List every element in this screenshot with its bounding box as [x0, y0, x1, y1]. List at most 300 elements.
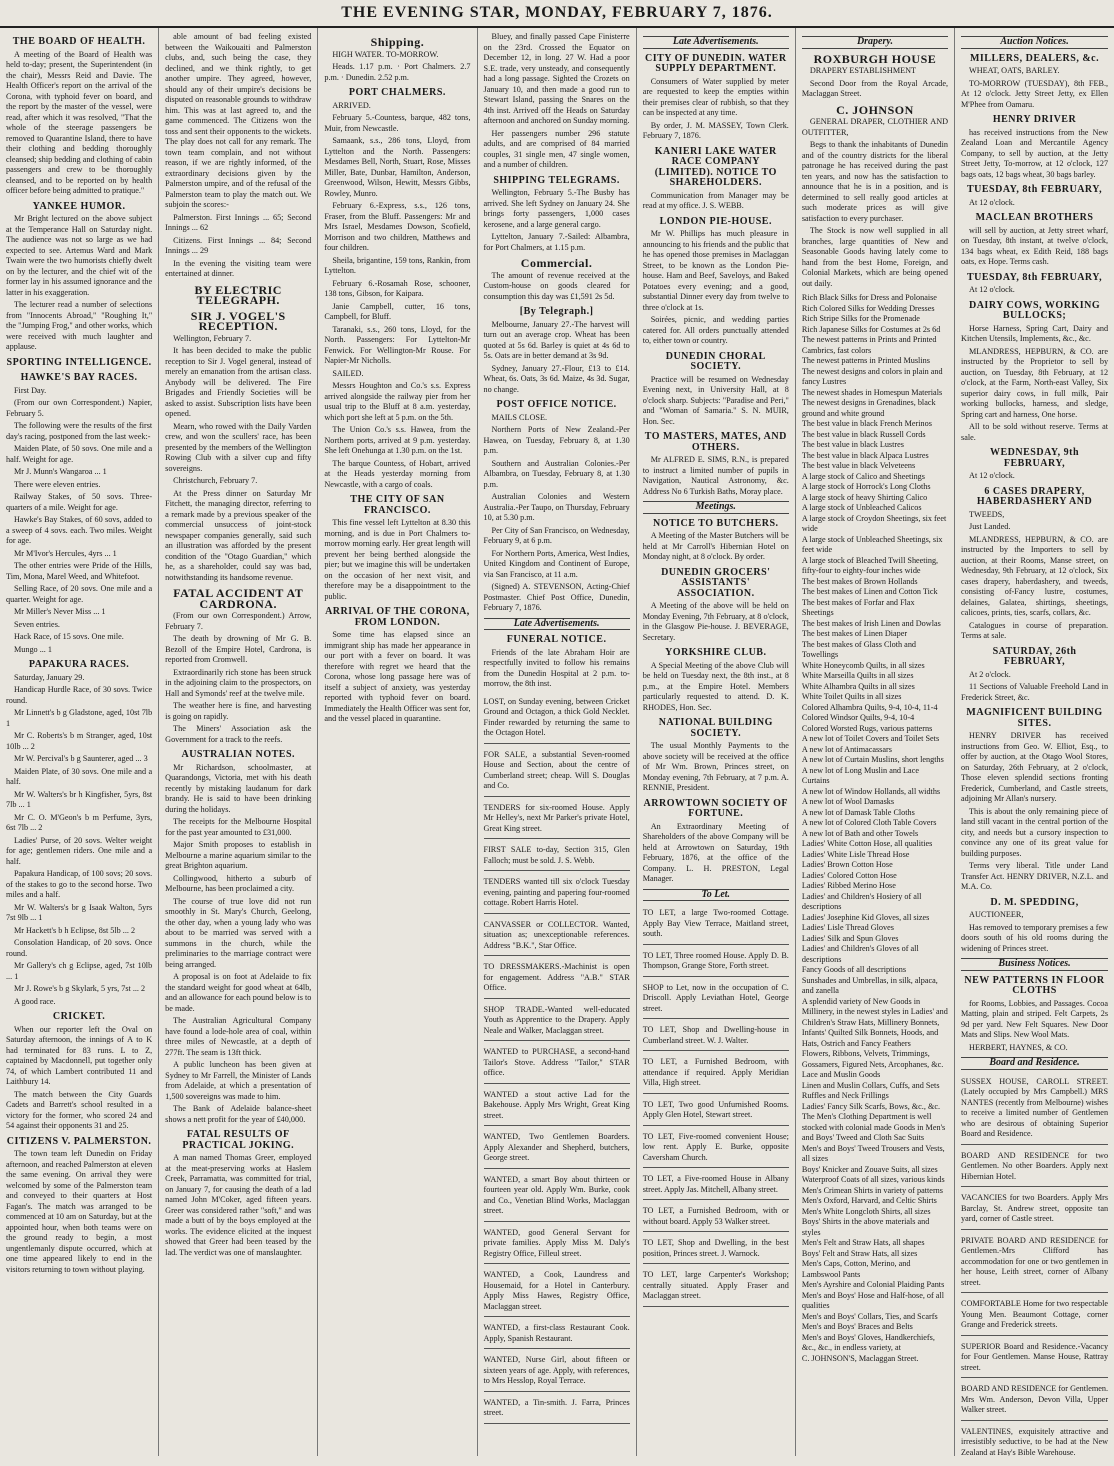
article-paragraph: Her passengers number 296 statute adults, and are comprised of 84 married couples, 31 single men, 47 single women, and a number of children.: [483, 128, 630, 169]
article-heading: [By Telegraph.]: [519, 306, 594, 317]
article-heading: PAPAKURA RACES.: [28, 659, 130, 670]
article-paragraph: Lyttelton, January 7.-Sailed: Albambra, for Port Chalmers, at 1.15 p.m.: [483, 232, 630, 252]
article-heading: TUESDAY, 8th FEBRUARY,: [966, 271, 1103, 283]
list-item: The newest patterns in Prints and Printed Cambrics, fast colors: [801, 335, 937, 355]
article: [6, 660, 152, 1007]
article-paragraph: Mr W. Walters's br g Isaak Walton, 5yrs 7st 9lb ... 1: [6, 902, 153, 922]
list-item: Men's and Boys' Tweed Trousers and Vests, all sizes: [801, 1143, 945, 1163]
article: [484, 618, 630, 631]
section-heading: Drapery.: [802, 36, 948, 49]
article-paragraph: All to be sold without reserve. Terms at sale.: [961, 422, 1109, 442]
article-paragraph: By order, J. M. MASSEY, Town Clerk. February 7, 1876.: [642, 120, 789, 140]
classified-ad-text: FOR SALE, a substantial Seven-roomed House and Section, about the centre of Cumberland street; cheap. Will S. Douglas and Co.: [483, 749, 630, 790]
article-paragraph: This is about the only remaining piece of land still vacant in the central portion of the city, and needs but a cursory inspection to convince any one of its great value for building purposes.: [961, 806, 1109, 858]
columns: [0, 28, 1114, 1456]
article-paragraph: Catalogues in course of preparation. Terms at sale.: [961, 620, 1109, 640]
article-paragraph: The Bank of Adelaide balance-sheet shows a nett profit for the year of £40,000.: [165, 1104, 312, 1124]
article-paragraph: At 12 o'clock.: [969, 471, 1015, 480]
classified-ad-text: CANVASSER or COLLECTOR. Wanted, situation as; unexceptionable references. Address "B.K.", Star Office.: [483, 919, 630, 950]
list-item: A large stock of Horrock's Long Cloths: [801, 482, 931, 491]
list-item: Ladies' White Lisle Thread Hose: [801, 849, 910, 859]
list-item: Fancy Goods of all descriptions: [801, 965, 907, 974]
classified-ad: [643, 1267, 789, 1307]
article: [643, 568, 789, 644]
article-heading: MAGNIFICENT BUILDING SITES.: [966, 707, 1103, 729]
classified-ad-text: TO LET, Shop and Dwelling, in the best position, Princes street. J. Warnock.: [642, 1238, 789, 1258]
article-heading: THE BOARD OF HEALTH.: [12, 36, 146, 47]
article: [484, 635, 630, 690]
article-paragraph: Mr Hackett's b h Eclipse, 8st 5lb ... 2: [14, 925, 136, 935]
list-item: A large stock of Croydon Sheetings, six feet wide: [801, 513, 947, 533]
article-paragraph: MLANDRESS, HEPBURN, & CO. are instructed by the Importers to sell by auction, at their Rooms, Manse street, on Wednesday, 9th February, at 12 o'clock, Six cases drapery, haberdashery, and tweeds, consisting of-Fancy lustre, costumes, delaines, Galatea, shirtings, sheetings, calicoes, prints, ties, scarfs, collars, &c.: [961, 534, 1109, 617]
article-heading: CITIZENS V. PALMERSTON.: [6, 1135, 152, 1147]
article-paragraph: Mr Gallery's ch g Eclipse, aged, 7st 10lb ... 1: [6, 961, 153, 981]
list-item: The best makes of Linen Diaper: [801, 629, 908, 638]
article-paragraph: GENERAL DRAPER, CLOTHIER AND OUTFITTER,: [801, 117, 949, 137]
classified-ad: [643, 1097, 789, 1126]
classified-ad: [484, 1044, 630, 1084]
article-paragraph: Heads. 1.17 p.m. · Port Chalmers. 2.7 p.m. · Dunedin. 2.52 p.m.: [324, 62, 471, 82]
article: [6, 373, 152, 655]
classified-ad-text: WANTED to PURCHASE, a second-hand Tailor's Stove. Address "Tailor," STAR office.: [483, 1047, 630, 1077]
classified-ad-text: WANTED a stout active Lad for the Bakehouse. Apply Mrs Wright, Great King street.: [483, 1089, 630, 1120]
classified-ad: [484, 694, 630, 744]
list-item: A large stock of Unbleached Sheetings, six feet wide: [801, 534, 943, 554]
list-item: Men's and Boys' Hose and Half-hose, of all qualities: [801, 1290, 944, 1310]
article-paragraph: Second Door from the Royal Arcade, Maclaggan Street.: [801, 78, 949, 98]
classified-ad: [484, 1087, 630, 1127]
article-paragraph: Extraordinarily rich stone has been struck in the adjoining claim to the prospectors, on Hall and Symonds' reef at the twelve mile.: [165, 667, 312, 698]
article: [165, 588, 311, 745]
article-paragraph: The following were the results of the first day's racing, postponed from the last week:-: [6, 421, 153, 441]
article-paragraph: There were eleven entries.: [14, 479, 101, 489]
article-paragraph: The barque Countess, of Hobart, arrived at the Heads yesterday morning from Newcastle, with a cargo of coals.: [324, 458, 471, 489]
classified-ad-text: WANTED, Two Gentlemen Boarders. Apply Alexander and Shepherd, butchers, George street.: [483, 1132, 630, 1162]
list-item: Ladies' Silk and Spun Gloves: [801, 933, 899, 943]
article-paragraph: Papakura Handicap, of 100 sovs; 20 sovs. of the stakes to go to the second horse. Two miles and a half.: [6, 869, 153, 899]
classified-ad-text: WANTED, Nurse Girl, about fifteen or sixteen years of age. Apply, with references, to Mrs Hesslop, Royal Terrace.: [483, 1355, 630, 1385]
article: [643, 54, 789, 142]
classified-ad: [643, 1129, 789, 1169]
article-heading: NATIONAL BUILDING SOCIETY.: [658, 717, 773, 739]
article-paragraph: Maiden Plate, of 30 sovs. One mile and a half.: [6, 766, 153, 786]
list-item: Sunshades and Umbrellas, in silk, alpaca, and zanella: [801, 975, 938, 995]
article-paragraph: An Extraordinary Meeting of Shareholders of the above Company will be held at Arrowtown on Saturday, 19th February, 1876, at the office of the Company. L. H. PRESTON, Legal Manager.: [642, 821, 789, 883]
article-paragraph: The Stock is now well supplied in all branches, large quantities of New and Seasonable Goods having lately come to hand from the best Home, Foreign, and Colonial Markets, which are being opened out daily.: [801, 226, 949, 288]
article: [961, 115, 1108, 180]
classified-ad: [961, 1074, 1108, 1145]
article: [801, 102, 949, 290]
list-item: Men's White Longcloth Shirts, all sizes: [801, 1206, 931, 1216]
classified-ad: [643, 1171, 789, 1200]
article-paragraph: Mr Bright lectured on the above subject at the Temperance Hall on Saturday night. The audience was not so large as we had expected to see. Artemus Ward and Mark Twain were the two humorists chiefly dwelt on by the lecturer, and the chief wit of the former lay in his assumed ignorance and the latter in his exaggeration.: [6, 214, 153, 297]
column-6: [796, 28, 955, 1456]
article-paragraph: Wellington, February 7.: [173, 333, 252, 343]
article-paragraph: A Meeting of the Master Butchers will be held at Mr Carroll's Hibernian Hotel on Monday night, at 8 o'clock. By order.: [642, 531, 789, 561]
article-paragraph: Mungo ... 1: [14, 644, 52, 654]
article: [643, 718, 789, 794]
classified-ad-text: TO DRESSMAKERS.-Machinist is open for engagement. Address "A.B." STAR Office.: [483, 962, 630, 992]
article-paragraph: will sell by auction, at Jetty street wharf, on Tuesday, 8th instant, at twelve o'clock, 134 bags wheat, ex Edith Reid, 188 bags oats, ex Hope. Terms cash.: [961, 225, 1109, 266]
article-heading: POST OFFICE NOTICE.: [496, 399, 617, 410]
article-paragraph: Mr W. Phillips has much pleasure in announcing to his friends and the public that he has opened those premises in Maclaggan Street, to be known as the London Pie-house. Ham and Beef, Saveloys, and Baked Potatoes every evening; and a good, substantial Dinner every day from twelve to three o'clock at 1s.: [642, 229, 789, 312]
list-item: The best value in black French Merinos: [801, 419, 932, 428]
masthead: THE EVENING STAR, MONDAY, FEBRUARY 7, 1876.: [0, 0, 1114, 28]
article: [643, 36, 789, 49]
article-paragraph: At 2 o'clock.: [969, 669, 1011, 679]
list-item: Flowers, Ribbons, Velvets, Trimmings, Gossamers, Figured Nets, Arcophanes, &c.: [801, 1049, 944, 1069]
article-paragraph: A good race.: [14, 996, 56, 1006]
article-paragraph: Hack Race, of 15 sovs. One mile.: [14, 632, 124, 641]
article: [165, 750, 311, 1125]
classified-ad-text: WANTED, a first-class Restaurant Cook. Apply, Spanish Restaurant.: [483, 1323, 630, 1343]
column-2: [159, 28, 318, 1456]
article: [324, 607, 470, 725]
article-paragraph: February 6.-Rosamah Rose, schooner, 138 tons, Gibson, for Kaipara.: [324, 278, 471, 298]
article-heading: D. M. SPEDDING,: [990, 896, 1079, 908]
article-heading: PORT CHALMERS.: [348, 87, 446, 98]
list-item: A new lot of Wool Damasks: [801, 797, 895, 806]
article-paragraph: When our reporter left the Oval on Saturday afternoon, the innings of A to K had terminated for 83 runs. L to Z, captained by Macdonnell, put together only 74, of which Lambert contributed 11 and Laithbury 14.: [6, 1024, 153, 1086]
classified-ad: [961, 1190, 1108, 1230]
article-paragraph: Mr Richardson, schoolmaster, at Quarandongs, Victoria, met with his death recently by mistaking laudanum for dark brandy. He is said to have been drinking during the holidays.: [165, 762, 312, 814]
classified-ad-text: PRIVATE BOARD AND RESIDENCE for Gentlemen.-Mrs Clifford has accommodation for one or two gentlemen in her house, Leith street, corner of Albany street.: [961, 1235, 1109, 1287]
article: [802, 293, 948, 1364]
article-paragraph: Saturday, January 29.: [14, 672, 85, 682]
article: [643, 217, 789, 347]
article: [802, 36, 948, 49]
article: [484, 400, 630, 614]
article-paragraph: Mr Linnett's b g Gladstone, aged, 10st 7lb 1: [6, 708, 153, 728]
article: [961, 898, 1108, 955]
article-paragraph: MLANDRESS, HEPBURN, & CO. are instructed by the Proprietor to sell by auction, on Tuesday, 8th February, at 12 o'clock, at the Farm, North-east Valley, Six superior dairy cows, in full milk, Pair working bullocks, harness, and sledge, Spring cart and harness, One horse.: [961, 346, 1109, 419]
article-heading: DUNEDIN CHORAL SOCIETY.: [665, 350, 766, 372]
article-paragraph: Consumers of Water supplied by meter are requested to keep the empties within their premises clear of rubbish, so that they can be inspected at any time.: [642, 76, 789, 117]
section-heading: Auction Notices.: [961, 36, 1108, 49]
article-paragraph: HENRY DRIVER has received instructions from Geo. W. Elliot, Esq., to offer by auction, at the Otago Wool Stores, on Saturday, 26th February, at 2 o'clock, Those eleven splendid sections fronting Frederick, Cumberland, and Castle streets, adjoining Mr Allan's nursery.: [961, 731, 1109, 803]
article: [6, 1012, 152, 1132]
classified-ad: [961, 1233, 1108, 1294]
list-item: A new lot of Toilet Covers and Toilet Sets: [801, 734, 940, 743]
list-item: The best makes of Irish Linen and Dowlas: [801, 618, 941, 628]
classified-ad: [484, 959, 630, 999]
list-item: A large stock of heavy Shirting Calico: [801, 492, 928, 502]
list-item: A large stock of Unbleached Calicos: [801, 503, 922, 512]
section-heading: Business Notices.: [961, 958, 1108, 971]
classified-ad-text: WANTED, a smart Boy about thirteen or fourteen year old. Apply Wm. Burke, cook and Co., Venetian Blind Works, Maclaggan street.: [483, 1174, 630, 1215]
list-item: Men's Felt and Straw Hats, all shapes: [801, 1238, 925, 1247]
list-item: C. JOHNSON'S, Maclaggan Street.: [801, 1353, 919, 1363]
list-item: The best makes of Linen and Cotton Tick: [801, 587, 938, 596]
classified-ad: [484, 800, 630, 840]
article: [6, 1137, 152, 1276]
article-paragraph: HIGH WATER. TO-MORROW.: [332, 49, 439, 59]
article-paragraph: Messrs Houghton and Co.'s s.s. Express arrived alongside the railway pier from her usual trip to the Bluff at 8 a.m. yesterday, which port she left at 5 p.m. on the 5th.: [324, 381, 471, 422]
article: [961, 958, 1108, 971]
list-item: The best makes of Forfar and Flax Sheetings: [801, 597, 915, 617]
classified-ad: [484, 1129, 630, 1169]
list-item: Boys' Shirts in the above materials and styles: [801, 1217, 930, 1237]
article: [6, 202, 152, 353]
classified-ad-text: BOARD AND RESIDENCE for two Gentlemen. No other Boarders. Apply next Hibernian Hotel.: [961, 1150, 1109, 1181]
article: [643, 648, 789, 713]
article-heading: YANKEE HUMOR.: [32, 200, 126, 212]
list-item: The best makes of Brown Hollands: [801, 576, 918, 586]
article-paragraph: Communication from Manager may be read at my office. J. S. WEBB.: [642, 190, 789, 210]
article: [643, 889, 789, 902]
list-item: Men's Oxford, Harvard, and Celtic Shirts: [801, 1196, 937, 1205]
column-1: [0, 28, 159, 1456]
item-list: [802, 293, 948, 1364]
list-item: A splendid variety of New Goods in Millinery, in the newest styles in Ladies' and Children's Straw Hats, Millinery Bonnets, Infants' Quilted Silk Bonnets, Hoods, and Hats, Ostrich and Fancy Feathers: [801, 996, 948, 1048]
article-paragraph: The amount of revenue received at the Custom-house on goods cleared for consumption this day was £1,591 2s 5d.: [483, 270, 630, 301]
classified-ad: [643, 980, 789, 1020]
classified-ad: [484, 1267, 630, 1317]
article-paragraph: February 6.-Express, s.s., 126 tons, Fraser, from the Bluff. Passengers: Mr and Mrs Israel, Mesdames Dowson, Scofield, Morrison and two children, Matthews and four children.: [324, 201, 471, 252]
list-item: Men's Crimean Shirts in variety of patterns: [801, 1185, 943, 1195]
list-item: Ladies' Fancy Silk Scarfs, Bows, &c., &c.: [801, 1101, 940, 1111]
article-paragraph: Horse Harness, Spring Cart, Dairy and Kitchen Utensils, Implements, &c., &c.: [961, 323, 1109, 343]
section-heading: Late Advertisements.: [643, 36, 789, 49]
classified-ad: [961, 1381, 1108, 1421]
list-item: White Honeycomb Quilts, in all sizes: [801, 660, 925, 670]
article: [484, 694, 630, 1424]
section-heading: Meetings.: [643, 501, 789, 514]
article-paragraph: Ladies' Purse, of 20 sovs. Welter weight for age; gentlemen riders. One mile and a half.: [6, 835, 153, 866]
article: [643, 799, 789, 885]
classified-ad-text: TO LET, Shop and Dwelling-house in Cumberland street. W. J. Walter.: [642, 1025, 789, 1045]
article: [324, 495, 470, 602]
article-paragraph: Palmerston. First Innings ... 65; Second Innings ... 62: [165, 212, 312, 232]
article: [643, 501, 789, 514]
article: [643, 147, 789, 212]
article-paragraph: It has been decided to make the public reception to Sir J. Vogel general, instead of merely an emanation from the artisan class. Anybody will be delivered. The Fire Brigades and Friendly Societies will be asked to assist. Subscription lists have been opened.: [165, 346, 312, 418]
list-item: White Marseilla Quilts in all sizes: [801, 671, 914, 680]
article-paragraph: The usual Monthly Payments to the above society will be received at the office of Mr Wm. Brown, Princes street, on Monday evening, 7th February, at 7 p.m. A. RENNIE, President.: [642, 741, 789, 792]
article-heading: SHIPPING TELEGRAMS.: [493, 174, 620, 186]
article-paragraph: Samaank, s.s., 286 tons, Lloyd, from Lyttelton and the North. Passengers: Mesdames Bell, North, Stuart, Rose, Misses Miller, Bate, Dunbar, Hamilton, Anderson, Greenwood, Wilson, Hewitt, Messrs Gibbs, Rowley, Munro.: [324, 136, 471, 198]
classified-ad-text: TO LET, a Five-roomed House in Albany street. Apply Jas. Mitchell, Albany street.: [642, 1174, 789, 1194]
article: [165, 308, 312, 584]
article-heading: ARROWTOWN SOCIETY OF FORTUNE.: [643, 797, 788, 819]
article-paragraph: Christchurch, February 7.: [173, 476, 258, 485]
classified-ad: [961, 1424, 1108, 1457]
article: [961, 54, 1108, 111]
article-heading: BY ELECTRIC TELEGRAPH.: [194, 282, 282, 307]
article-paragraph: Consolation Handicap, of 20 sovs. Once round.: [6, 938, 153, 958]
article-paragraph: Mr W. Walters's br h Kingfisher, 5yrs, 8st 7lb ... 1: [6, 789, 153, 809]
classified-ad: [643, 1235, 789, 1264]
article-heading: SIR J. VOGEL'S RECEPTION.: [190, 308, 286, 333]
list-item: Men's and Boys' Collars, Ties, and Scarfs: [801, 1311, 938, 1321]
list-item: The best value in black Alpaca Lustres: [801, 450, 929, 460]
article-heading: CRICKET.: [52, 1011, 106, 1022]
classified-ad: [484, 842, 630, 871]
classified-ad: [643, 1203, 789, 1232]
article-paragraph: The Miners' Association ask the Government for a track to the reefs.: [165, 724, 312, 744]
classified-ad: [484, 1002, 630, 1042]
list-item: Ladies' Ribbed Merino Hose: [801, 881, 896, 890]
article-paragraph: Janie Campbell, cutter, 16 tons, Campbell, for Bluff.: [324, 301, 471, 321]
section-heading: To Let.: [643, 889, 789, 902]
article-paragraph: Has removed to temporary premises a few doors south of his old rooms during the widening of Princes street.: [961, 922, 1109, 953]
classified-ad-text: VALENTINES, exquisitely attractive and irresistibly seductive, to be had at the New Zealand at Hay's Bible Warehouse.: [961, 1426, 1109, 1456]
classified-ad-text: WANTED, a Cook, Laundress and Housemaid, for a Hotel in Canterbury. Apply Miss Hawes, Registry Office, Maclaggan street.: [483, 1270, 630, 1311]
classified-ad-text: TO LET, large Carpenter's Workshop; centrally situated. Apply Fraser and Maclaggan street.: [642, 1270, 789, 1300]
article-paragraph: Terms very liberal. Title under Land Transfer Act. HENRY DRIVER, N.Z.L. and M.A. Co.: [961, 861, 1109, 891]
classified-ad-text: TO LET, a Furnished Bedroom, with or without board. Apply 53 Walker street.: [642, 1206, 789, 1226]
article: [961, 185, 1108, 208]
list-item: White Toilet Quilts in all sizes: [801, 692, 902, 701]
article-paragraph: This fine vessel left Lyttelton at 8.30 this morning, and is due in Port Chalmers to-morrow morning early. Her great length will prevent her being berthed alongside the pier; but we imagine this will be undertaken on the occasion of her next visit, and therefore may be a disappointment to the public.: [324, 518, 471, 601]
article-paragraph: Mr Miller's Never Miss ... 1: [14, 607, 106, 616]
article-heading: 6 CASES DRAPERY, HABERDASHERY AND: [976, 485, 1093, 507]
classified-ad-text: TO LET, Five-roomed convenient House; low rent. Apply E. Burke, opposite Caversham Church.: [642, 1131, 789, 1162]
article: [6, 358, 152, 369]
list-item: Men's Ayrshire and Colonial Plaiding Pants: [801, 1280, 945, 1289]
list-item: Ladies' and Children's Hosiery of all descriptions: [801, 891, 922, 911]
article-heading: HENRY DRIVER: [992, 114, 1077, 125]
article-heading: FATAL ACCIDENT AT CARDRONA.: [173, 586, 304, 611]
classified-ad-text: VACANCIES for two Boarders. Apply Mrs Barclay, St. Andrew street, opposite tan yard, corner of Castle street.: [961, 1193, 1109, 1223]
classified-ad-text: COMFORTABLE Home for two respectable Young Men. Beaumont Cottage, corner Grange and Frederick streets.: [961, 1299, 1109, 1329]
article-paragraph: Bluey, and finally passed Cape Finisterre on the 23rd. Crossed the Equator on December 12, in long. 27 W. Had a poor S.E. trade, very unsteady, and consequently had a long passage. Sighted the Crozets on January 10, and then made a good run to Stewart Island, passing the Snares on the 4th inst. Arrived off the Heads on Saturday afternoon and anchored on Sunday morning.: [483, 32, 630, 125]
article: [643, 352, 789, 428]
article-paragraph: Mr C. O. M'Geon's b m Perfume, 3yrs, 6st 7lb ... 2: [6, 812, 153, 832]
article-heading: HAWKE'S BAY RACES.: [20, 372, 138, 383]
article-paragraph: The match between the City Guards Cadets and Barrett's school resulted in a victory for the former, who scored 24 and 54 against their opponents 31 and 25.: [6, 1089, 153, 1130]
classified-ad-text: BOARD AND RESIDENCE for Gentlemen. Mrs Wm. Anderson, Devon Villa, Upper Walker street.: [961, 1384, 1109, 1414]
list-item: Colored Worsted Rugs, various patterns: [801, 723, 933, 733]
list-item: A new lot of Long Muslin and Lace Curtains: [801, 765, 919, 785]
article-paragraph: At 12 o'clock.: [969, 285, 1015, 294]
classified-ad-text: SUPERIOR Board and Residence.-Vacancy for Four Gentlemen. Manse House, Rattray street.: [961, 1341, 1109, 1372]
section-heading: Board and Residence.: [961, 1057, 1108, 1070]
article-paragraph: First Day.: [14, 385, 47, 395]
classified-ad: [643, 1022, 789, 1051]
list-item: A new lot of Curtain Muslins, short lengths: [801, 755, 944, 764]
classified-ad-text: WANTED, a Tin-smith. J. Farra, Princes street.: [483, 1397, 630, 1417]
list-item: A new lot of Antimacassars: [801, 744, 892, 754]
article: [643, 905, 789, 1307]
article-heading: KANIERI LAKE WATER RACE COMPANY (LIMITED). NOTICE TO SHAREHOLDERS.: [654, 145, 777, 188]
classified-ad: [961, 1148, 1108, 1188]
list-item: Rich Japanese Silks for Costumes at 2s 6d: [801, 324, 941, 334]
article-paragraph: Mr W. Percival's b g Saunterer, aged ... 3: [14, 754, 148, 763]
article-paragraph: Practice will be resumed on Wednesday Evening next, in University Hall, at 8 o'clock sharp. Subjects: "Paradise and Peri," and "Woman of Samaria." S. N. MUIR, Hon. Sec.: [642, 374, 789, 426]
article: [6, 37, 152, 197]
article-heading: ROXBURGH HOUSE: [813, 51, 937, 66]
article-paragraph: Mr ALFRED E. SIMS, R.N., is prepared to instruct a limited number of pupils in Navigation, Nautical Astronomy, &c. Address No 6 Turkish Baths, Moray place.: [642, 455, 789, 496]
classified-ad: [484, 1320, 630, 1349]
article-heading: WEDNESDAY, 9th FEBRUARY,: [990, 447, 1080, 469]
article-paragraph: The Union Co.'s s.s. Hawea, from the Northern ports, arrived at 9 p.m. yesterday. She left Onehunga at 1.30 p.m. on the 1st.: [324, 425, 471, 455]
article-paragraph: The course of true love did not run smoothly in St. Mary's Church, Geelong, the other day, when a young lady who was about to be married was served with a summons in the church, while the preliminaries to the marriage contract were being arranged.: [165, 896, 312, 969]
classified-ad: [961, 1296, 1108, 1336]
list-item: A large stock of Bleached Twill Sheeting, fifty-four to eighty-four inches wide: [801, 555, 939, 575]
article-paragraph: The death by drowning of Mr G. B. Bezoll of the Empire Hotel, Cardrona, is reported from Cromwell.: [165, 634, 312, 664]
classified-ad-text: LOST, on Sunday evening, between Cricket Ground and Octagon, a thick Gold Necklet. Finder rewarded by returning the same to the Octagon Hotel.: [483, 696, 630, 737]
article-heading: NOTICE TO BUTCHERS.: [652, 517, 779, 529]
article-paragraph: AUCTIONEER,: [969, 910, 1024, 919]
column-3: [318, 28, 477, 1456]
article-paragraph: Taranaki, s.s., 260 tons, Lloyd, for the North. Passengers: For Lyttelton-Mr Fenwick. For Wellington-Mr Rouse. For Napier-Mr Nicholls.: [324, 324, 471, 365]
article-paragraph: At the Press dinner on Saturday Mr Fitchett, the managing director, referring to a remark made by a previous speaker of the commercial unsuccess of joint-stock newspaper companies generally, said such an illustration was afforded by the present condition of the "Otago Guardian," which he, as a shareholder, could say was bad, notwithstanding its handsome revenue.: [165, 488, 312, 582]
list-item: Boys' Felt and Straw Hats, all sizes: [801, 1248, 918, 1258]
article-paragraph: A public luncheon has been given at Sydney to Mr Farrell, the Minister of Lands from Adelaide, at which a presentation of 1,500 sovereigns was made to him.: [165, 1060, 312, 1101]
article: [961, 647, 1108, 704]
list-item: Ladies' White Cotton Hose, all qualities: [801, 839, 933, 848]
classified-ad: [484, 917, 630, 957]
list-item: Men's Caps, Cotton, Merino, and Lambswool Pants: [801, 1259, 911, 1279]
classified-ad: [484, 1352, 630, 1392]
article-paragraph: The Australian Agricultural Company have found a lode-hole area of coal, within three miles of Newcastle, at a depth of 277ft. The seam is 13ft thick.: [165, 1016, 312, 1057]
article-paragraph: A meeting of the Board of Health was held to-day; present, the Superintendent (in the chair), Messrs Reid and Davie. The Health Officer's report on the arrival of the Corona, with typhoid fever on board, and the report by the master of the vessel, were read, after which it was resolved, "That the whole of the steerage passengers be removed to Quarantine Island, there to have their clothing and bedding thoroughly cleansed; ship bedding and clothing of cabin passengers and crew to be thoroughly cleansed, and to be reported on by health officer before being admitted to pratique.": [6, 49, 153, 195]
classified-ad: [484, 1395, 630, 1424]
article-paragraph: A Special Meeting of the above Club will be held on Tuesday next, the 8th inst., at 8 p.m., at the Empire Hotel. Members particularly requested to attend. D. K. RHODES, Hon. Sec.: [642, 660, 789, 712]
article-paragraph: Mearn, who rowed with the Daily Varden crew, and won the scullers' race, has been presented by the members of the Wellington Rowing Club with a silver cup and fifty sovereigns.: [165, 421, 312, 473]
article-heading: YORKSHIRE CLUB.: [665, 647, 767, 658]
list-item: A new lot of Damask Table Cloths: [801, 807, 915, 817]
classified-ad-text: TO LET, a large Two-roomed Cottage. Apply Bay View Terrace, Maitland street, south.: [642, 908, 789, 938]
article-paragraph: Collingwood, hitherto a suburb of Melbourne, has been proclaimed a city.: [165, 873, 312, 893]
article-paragraph: able amount of bad feeling existed between the Waikouaiti and Palmerston clubs, and, such being the case, they declined, and we think rightly, to get another umpire. They agreed, however, should any of their umpire's decisions be disputed on reasonable grounds to withdraw him. This was at last agreed to, and the game commenced. The Citizens won the toss and sent their opponents to the wickets. The play does not call for any remark. The town team complain, and not without reason, if we are rightly informed, of the extraordinary decisions given by the Palmerston umpire, and of the refusal of the Palmerston team to play the match out. We subjoin the scores:-: [165, 32, 312, 209]
list-item: The best value in black Velveteens: [801, 461, 916, 470]
article-paragraph: (From our own Correspondent.) Napier, February 5.: [6, 398, 153, 418]
article-paragraph: Hawke's Bay Stakes, of 60 sovs, added to a sweep of 4 sovs. each. Two miles. Weight for age.: [6, 515, 153, 545]
article-heading: SPORTING INTELLIGENCE.: [6, 356, 152, 368]
article-paragraph: Citizens. First Innings ... 84; Second Innings ... 29: [165, 235, 312, 255]
article-paragraph: Mr C. Roberts's b m Stranger, aged, 10st 10lb ... 2: [6, 731, 153, 751]
article-paragraph: Per City of San Francisco, on Wednesday, February 9, at 6 p.m.: [483, 525, 630, 545]
article-paragraph: Australian Colonies and Western Australia.-Per Taupo, on Thursday, February 10, at 5.30 p.m.: [483, 492, 630, 522]
article-heading: SATURDAY, 26th FEBRUARY,: [992, 645, 1077, 667]
article: [961, 487, 1108, 642]
list-item: The Men's Clothing Department is well stocked with colonial made Goods in Men's and Boys' Tweed and Cloth Sac Suits: [801, 1112, 946, 1142]
column-7: [955, 28, 1114, 1456]
article-paragraph: Mr M'Ivor's Hercules, 4yrs ... 1: [14, 548, 117, 558]
classified-ad-text: TO LET, a Furnished Bedroom, with attendance if required. Apply Meridian Villa, High street.: [642, 1057, 789, 1087]
list-item: White Alhambra Quilts in all sizes: [801, 681, 915, 691]
article: [961, 36, 1108, 49]
classified-ad-text: FIRST SALE to-day, Section 315, Glen Falloch; must be sold. J. S. Webb.: [483, 845, 630, 865]
article: [643, 432, 789, 497]
article: [324, 88, 470, 490]
classified-ad-text: TO LET, Two good Unfurnished Rooms. Apply Glen Hotel, Stewart street.: [642, 1099, 789, 1119]
classified-ad-text: TENDERS wanted till six o'clock Tuesday evening, painting and papering four-roomed cottage. Robert Harris Hotel.: [483, 877, 630, 907]
list-item: Rich Stripe Silks for the Promenade: [801, 314, 920, 323]
article-paragraph: In the evening the visiting team were entertained at dinner.: [165, 258, 312, 278]
classified-ad: [484, 1172, 630, 1222]
list-item: A large stock of Calico and Sheetings: [801, 471, 925, 481]
article: [484, 258, 630, 302]
article: [484, 176, 630, 254]
article-paragraph: (Signed) A. STEVENSON, Acting-Chief Postmaster. Chief Post Office, Dunedin, February 7, 1876.: [483, 582, 630, 612]
article-paragraph: The weather here is fine, and harvesting is going on rapidly.: [165, 701, 312, 721]
classified-ad-text: SUSSEX HOUSE, CAROLL STREET. (Lately occupied by Mrs Campbell.) MRS NANTES (recently from Melbourne) wishes to receive a limited number of Gentlemen who are desirous of obtaining Superior Board and Residence.: [961, 1076, 1109, 1138]
article-heading: MILLERS, DEALERS, &c.: [969, 52, 1100, 64]
article: [961, 976, 1108, 1054]
list-item: Men's and Boys' Braces and Belts: [801, 1322, 913, 1331]
list-item: Ruffles and Neck Frillings: [801, 1091, 889, 1100]
article-paragraph: Friends of the late Abraham Hoir are respectfully invited to follow his remains from the Dunedin Hospital at 2 p.m. to-morrow, the 8th inst.: [483, 647, 630, 688]
article-paragraph: Melbourne, January 27.-The harvest will turn out an average crop. Wheat has been quoted at 5s 6d. Barley is quiet at 4s 6d to 5s. Oats are in better demand at 3s 9d.: [483, 319, 630, 360]
article-paragraph: Seven entries.: [14, 619, 60, 629]
article-paragraph: DRAPERY ESTABLISHMENT: [809, 66, 917, 75]
article-paragraph: TO-MORROW (TUESDAY), 8th FEB., At 12 o'clock. Jetty Street Jetty, ex Ellen M'Phee from Oamaru.: [961, 78, 1109, 109]
article-paragraph: Railway Stakes, of 50 sovs. Three-quarters of a mile. Weight for age.: [6, 492, 153, 512]
article-paragraph: A proposal is on foot at Adelaide to fix the standard weight for good wheat at 64lb, and an allowance for each pound below is to be made.: [165, 972, 312, 1013]
